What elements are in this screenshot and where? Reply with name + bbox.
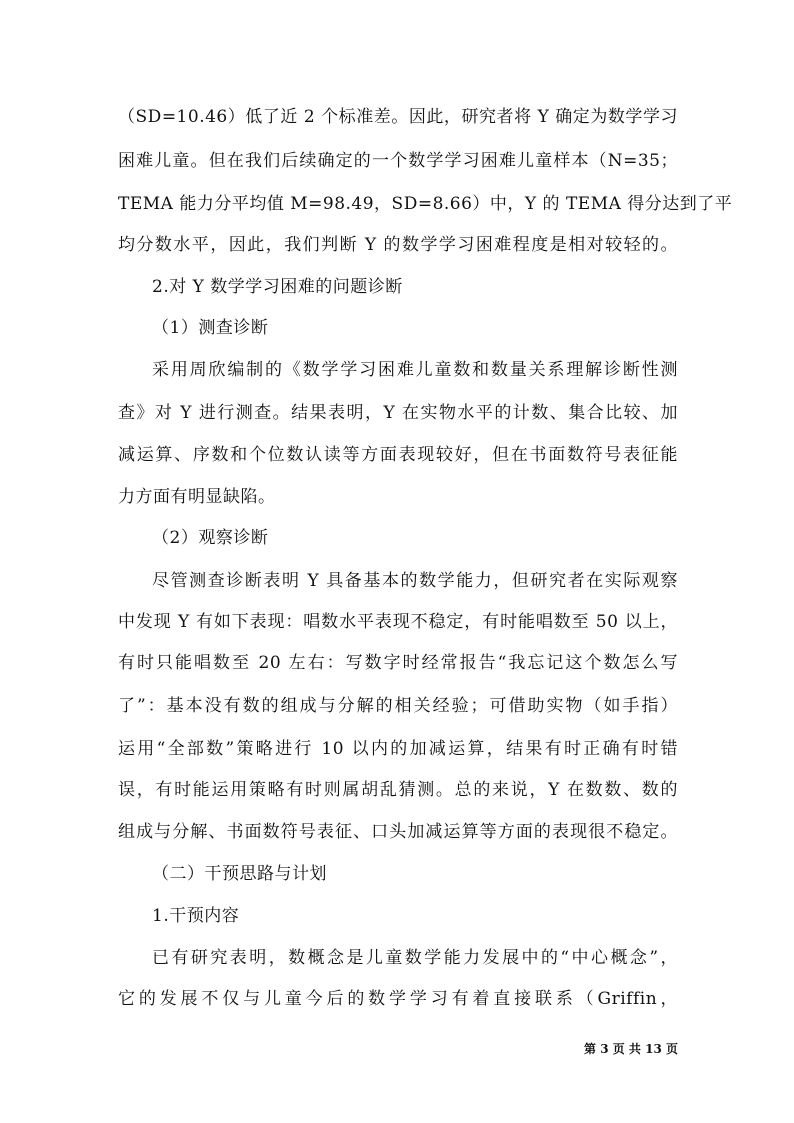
paragraph-line: 减运算、序数和个位数认读等方面表现较好，但在书面数符号表征能 (118, 445, 678, 465)
paragraph-line: 误，有时能运用策略有时则属胡乱猜测。总的来说，Y 在数数、数的 (118, 780, 678, 800)
paragraph-line: 均分数水平，因此，我们判断 Y 的数学学习困难程度是相对较轻的。 (118, 235, 678, 255)
paragraph-line: 力方面有明显缺陷。 (118, 487, 276, 507)
paragraph-line: 它的发展不仅与儿童今后的数学学习有着直接联系（Griffin， (118, 989, 678, 1009)
paragraph-line: 有时只能唱数至 20 左右：写数字时经常报告“我忘记这个数怎么写 (118, 653, 678, 673)
paragraph-line: （SD=10.46）低了近 2 个标准差。因此，研究者将 Y 确定为数学学习 (118, 107, 678, 127)
page-number: 第 3 页 共 13 页 (584, 1042, 678, 1056)
paragraph-line: 中发现 Y 有如下表现：唱数水平表现不稳定，有时能唱数至 50 以上， (118, 612, 678, 632)
paragraph-line: 了”：基本没有数的组成与分解的相关经验；可借助实物（如手指） (118, 696, 678, 716)
subsection-heading: 1.干预内容 (152, 906, 240, 926)
paragraph-line: 运用“全部数”策略进行 10 以内的加减运算，结果有时正确有时错 (118, 739, 678, 759)
paragraph-line: 已有研究表明，数概念是儿童数学能力发展中的“中心概念”， (152, 948, 678, 968)
section-heading: 2.对 Y 数学学习困难的问题诊断 (152, 277, 403, 297)
paragraph-line: 尽管测查诊断表明 Y 具备基本的数学能力，但研究者在实际观察 (152, 571, 678, 591)
paragraph-line: 组成与分解、书面数符号表征、口头加减运算等方面的表现很不稳定。 (118, 822, 678, 842)
paragraph-line: 查》对 Y 进行测查。结果表明，Y 在实物水平的计数、集合比较、加 (118, 403, 678, 423)
paragraph-line: 困难儿童。但在我们后续确定的一个数学学习困难儿童样本（N=35； (118, 151, 678, 171)
subsection-heading: （2）观察诊断 (152, 528, 269, 548)
paragraph-line: 采用周欣编制的《数学学习困难儿童数和数量关系理解诊断性测 (152, 360, 678, 380)
paragraph-line: TEMA 能力分平均值 M=98.49，SD=8.66）中，Y 的 TEMA 得分达到了平 (118, 194, 733, 214)
section-heading: （二）干预思路与计划 (152, 864, 327, 884)
subsection-heading: （1）测查诊断 (152, 318, 269, 338)
